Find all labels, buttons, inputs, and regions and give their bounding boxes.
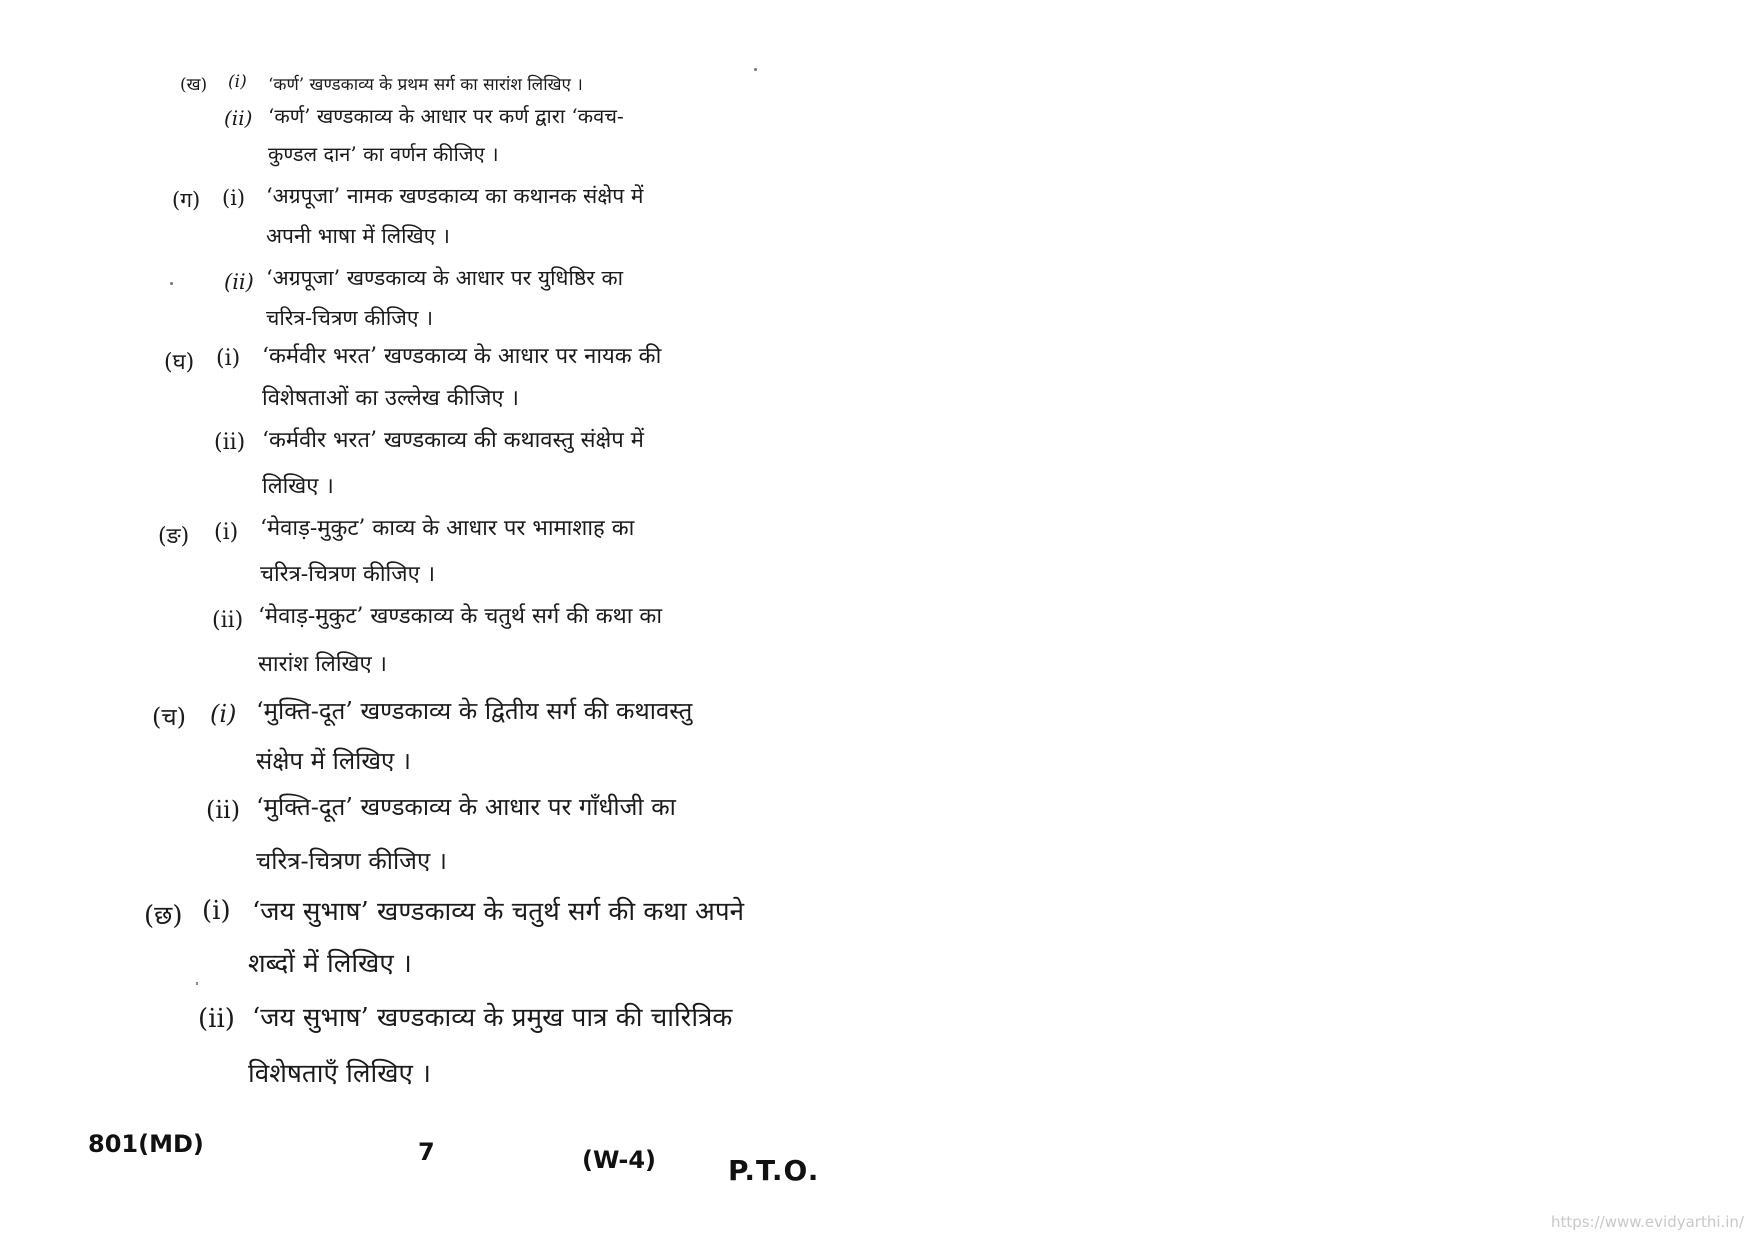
part-label: (ii) [214, 430, 246, 455]
part-label: (ii) [212, 608, 244, 633]
watermark-url: https://www.evidyarthi.in/ [1550, 1213, 1744, 1231]
question-text-line: संक्षेप में लिखिए । [256, 747, 412, 775]
question-text-line: ‘कर्ण’ खण्डकाव्य के प्रथम सर्ग का सारांश लिखिए । [268, 75, 583, 95]
part-label: (i) [210, 700, 237, 728]
part-label: (ii) [206, 796, 241, 824]
question-text-line: ‘अग्रपूजा’ नामक खण्डकाव्य का कथानक संक्षेप में [266, 184, 644, 208]
question-text-line: विशेषताएँ लिखिए । [248, 1059, 431, 1089]
scan-speck [170, 282, 173, 285]
section-label: (ख) [180, 75, 208, 95]
part-label: (ii) [224, 270, 254, 294]
question-text-line: चरित्र-चित्रण कीजिए । [260, 562, 436, 587]
question-text-line: अपनी भाषा में लिखिए । [266, 224, 450, 248]
question-text-line: ‘मुक्ति-दूत’ खण्डकाव्य के आधार पर गाँधीजी का [256, 793, 676, 821]
section-label: (च) [152, 703, 186, 731]
part-label: (ii) [198, 1004, 235, 1034]
question-text-line: ‘कर्मवीर भरत’ खण्डकाव्य की कथावस्तु संक्षेप में [262, 428, 644, 453]
question-text-line: शब्दों में लिखिए । [248, 949, 412, 979]
part-label: (ii) [224, 106, 253, 130]
scan-speck [754, 68, 757, 71]
paper-code: 801(MD) [88, 1130, 204, 1158]
part-label: (i) [228, 72, 247, 92]
question-text-line: ‘मेवाड़-मुकुट’ खण्डकाव्य के चतुर्थ सर्ग की कथा का [258, 604, 663, 629]
paper-set: (W-4) [582, 1146, 656, 1174]
pto-label: P.T.O. [728, 1154, 820, 1187]
question-text-line: विशेषताओं का उल्लेख कीजिए । [262, 386, 519, 411]
question-text-line: चरित्र-चित्रण कीजिए । [256, 847, 447, 875]
question-text-line: ‘जय सुभाष’ खण्डकाव्य के प्रमुख पात्र की चारित्रिक [252, 1003, 733, 1033]
question-text-line: ‘अग्रपूजा’ खण्डकाव्य के आधार पर युधिष्ठिर का [266, 266, 624, 290]
question-text-line: कुण्डल दान’ का वर्णन कीजिए । [268, 142, 499, 166]
part-label: (i) [222, 186, 246, 210]
part-label: (i) [216, 346, 241, 371]
question-text-line: ‘मेवाड़-मुकुट’ काव्य के आधार पर भामाशाह का [260, 516, 635, 541]
part-label: (i) [214, 520, 239, 545]
question-text-line: लिखिए । [262, 474, 334, 499]
section-label: (घ) [164, 350, 195, 375]
page-number: 7 [418, 1138, 435, 1166]
section-label: (ग) [172, 188, 201, 212]
question-text-line: सारांश लिखिए । [258, 652, 388, 677]
question-text-line: ‘कर्मवीर भरत’ खण्डकाव्य के आधार पर नायक की [262, 344, 662, 369]
question-text-line: ‘कर्ण’ खण्डकाव्य के आधार पर कर्ण द्वारा ‘कवच- [268, 104, 624, 128]
part-label: (i) [202, 896, 231, 926]
section-label: (छ) [144, 901, 183, 931]
section-label: (ङ) [158, 524, 190, 549]
question-text-line: चरित्र-चित्रण कीजिए । [266, 306, 434, 330]
question-text-line: ‘जय सुभाष’ खण्डकाव्य के चतुर्थ सर्ग की कथा अपने [252, 897, 745, 927]
scan-speck [196, 982, 198, 985]
question-text-line: ‘मुक्ति-दूत’ खण्डकाव्य के द्वितीय सर्ग की कथावस्तु [256, 697, 693, 725]
